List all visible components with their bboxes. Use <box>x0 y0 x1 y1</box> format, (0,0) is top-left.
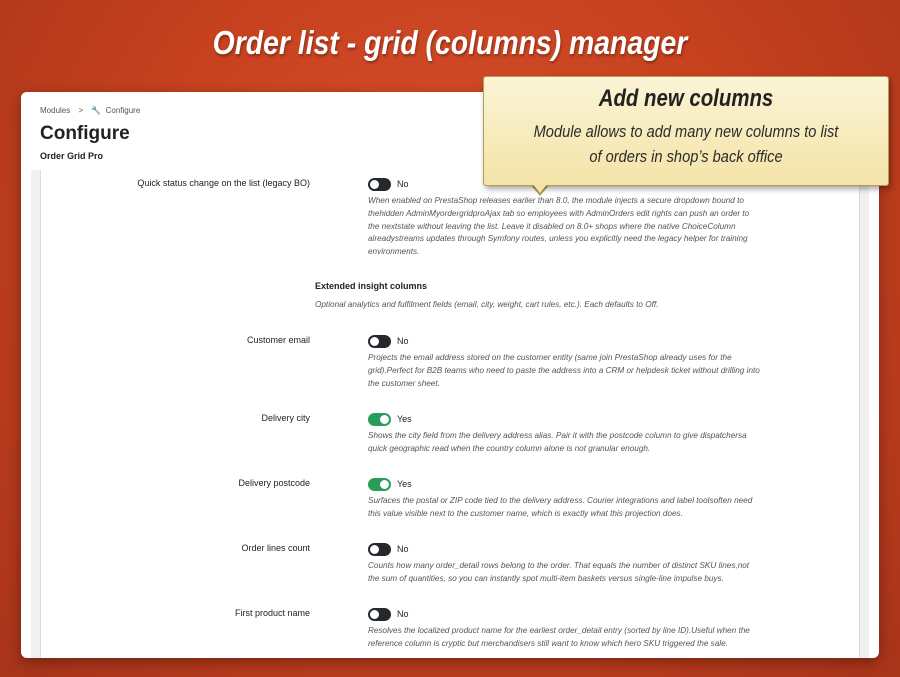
toggle-track[interactable] <box>368 543 391 556</box>
toggle-track[interactable] <box>368 178 391 191</box>
quick-status-switch[interactable] <box>368 177 409 191</box>
toggle-value: Yes <box>397 479 412 489</box>
toggle-value: No <box>397 336 409 346</box>
toggle-track[interactable] <box>368 478 391 491</box>
page-subtitle: Order Grid Pro <box>40 151 104 161</box>
order-lines-count-label: Order lines count <box>241 543 310 553</box>
page-title: Configure <box>40 123 130 144</box>
section-title: Extended insight columns <box>315 281 428 291</box>
delivery-postcode-label: Delivery postcode <box>238 478 310 488</box>
customer-email-help: Projects the email address stored on the customer entity (same join PrestaShop already uses for the grid).Perfect for B2B teams who need to paste the address into a CRM or helpdesk ticket without drilling into the customer sheet. <box>368 353 760 388</box>
first-product-name-help: Resolves the localized product name for the earliest order_detail entry (sorted by line ID).Useful when the reference column is cryptic but merchandisers still want to know which hero SKU triggered the sale. <box>368 626 750 648</box>
toggle-value: No <box>397 179 409 189</box>
quick-status-help: When enabled on PrestaShop releases earlier than 8.0, the module injects a secure dropdown bound to thehidden AdminMyordergridproAjax tab so employees with AdminOrders edit rights can push an order to the nextstate without leaving the list. Leave it disabled on 8.0+ shops where the native ChoiceColumn alreadystreams updates through Symfony routes, unless you explicitly need the legacy helper for training environments. <box>368 196 750 257</box>
toggle-value: Yes <box>397 414 412 424</box>
breadcrumb <box>40 106 140 115</box>
first-product-name-label: First product name <box>234 608 310 618</box>
breadcrumb-current: Configure <box>105 106 141 115</box>
section-description: Optional analytics and fulfilment fields (email, city, weight, cart rules, etc.). Each defaults to Off. <box>315 300 659 309</box>
callout-text: Module allows to add many new columns to list of orders in shop’s back office <box>533 122 839 166</box>
order-lines-count-switch[interactable] <box>368 542 409 556</box>
config-form <box>40 170 860 658</box>
delivery-city-label: Delivery city <box>261 413 310 423</box>
quick-status-label: Quick status change on the list (legacy BO) <box>137 178 310 188</box>
breadcrumb-separator: > <box>78 106 84 115</box>
first-product-name-switch[interactable] <box>368 607 409 621</box>
delivery-city-switch[interactable] <box>368 412 412 426</box>
wrench-icon: 🔧 <box>91 106 102 115</box>
feature-callout <box>483 76 889 186</box>
delivery-city-help: Shows the city field from the delivery address alias. Pair it with the postcode column to give dispatchersa quick geographic read when the country column alone is not granular enough. <box>368 431 747 453</box>
toggle-value: No <box>397 544 409 554</box>
callout-title: Add new columns <box>598 85 774 112</box>
toggle-track[interactable] <box>368 335 391 348</box>
callout-tail-fill <box>532 183 548 193</box>
customer-email-label: Customer email <box>246 335 310 345</box>
customer-email-switch[interactable] <box>368 334 409 348</box>
toggle-track[interactable] <box>368 608 391 621</box>
breadcrumb-modules-link[interactable]: Modules <box>40 106 71 115</box>
delivery-postcode-switch[interactable] <box>368 477 412 491</box>
toggle-track[interactable] <box>368 413 391 426</box>
toggle-value: No <box>397 609 409 619</box>
banner-title: Order list - grid (columns) manager <box>212 24 688 61</box>
order-lines-count-help: Counts how many order_detail rows belong to the order. That equals the number of distinct SKU lines,not the sum of quantities, so you can instantly spot multi-item baskets versus single-line impulse buys. <box>368 561 750 583</box>
delivery-postcode-help: Surfaces the postal or ZIP code tied to the delivery address. Courier integrations and label toolsoften need this value visible next to the customer name, which is exactly what this projection does. <box>368 496 753 518</box>
